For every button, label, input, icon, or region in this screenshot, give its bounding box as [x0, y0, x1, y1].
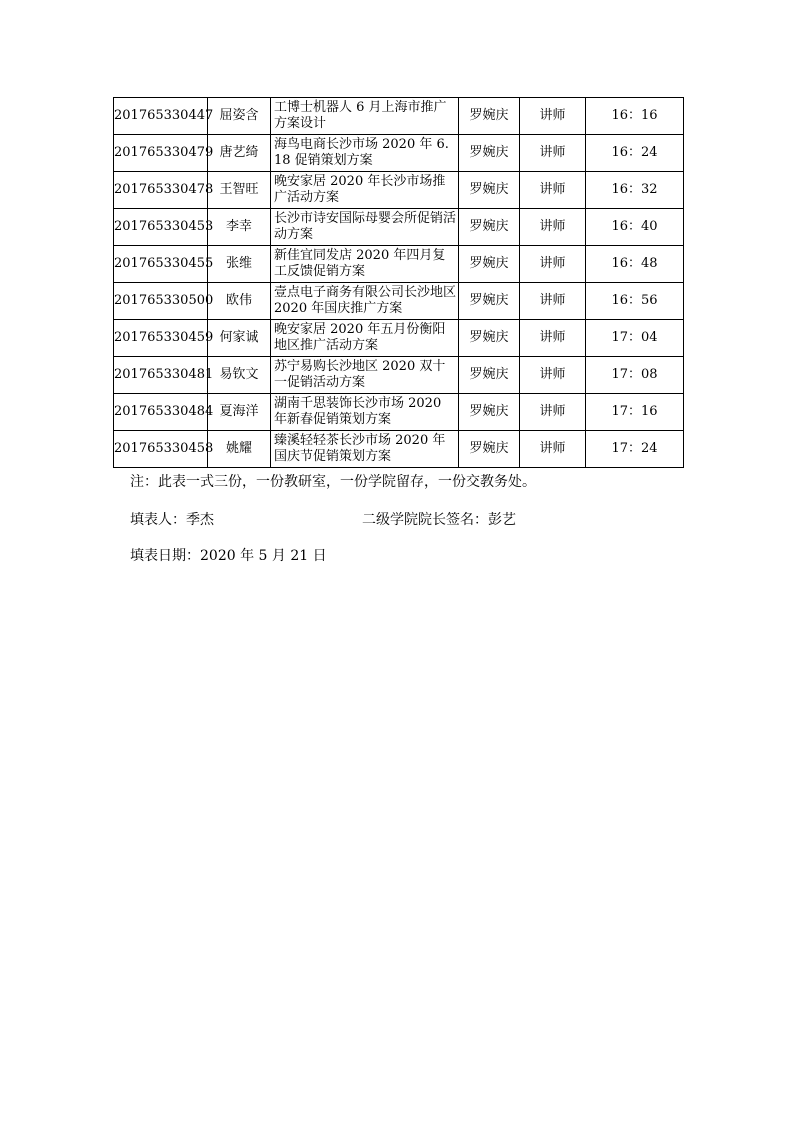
advisor-cell: 罗婉庆 [459, 320, 520, 357]
topic-cell: 晚安家居 2020 年五月份衡阳地区推广活动方案 [271, 320, 459, 357]
time-cell: 16：32 [586, 172, 684, 209]
table-row [114, 209, 684, 246]
student-name-cell: 李幸 [208, 209, 271, 246]
advisor-title-cell: 讲师 [520, 98, 586, 135]
student-id-cell: 201765330458 [114, 431, 208, 468]
student-id-cell: 201765330481 [114, 357, 208, 394]
advisor-title-cell: 讲师 [520, 209, 586, 246]
student-id-cell: 201765330447 [114, 98, 208, 135]
advisor-title-cell: 讲师 [520, 320, 586, 357]
advisor-cell: 罗婉庆 [459, 209, 520, 246]
advisor-cell: 罗婉庆 [459, 98, 520, 135]
advisor-title-cell: 讲师 [520, 135, 586, 172]
table-row [114, 394, 684, 431]
fill-date-line: 填表日期：2020 年 5 月 21 日 [130, 548, 327, 564]
advisor-cell: 罗婉庆 [459, 431, 520, 468]
table-row [114, 431, 684, 468]
time-cell: 16：40 [586, 209, 684, 246]
table-row [114, 172, 684, 209]
topic-cell: 新佳宜同发店 2020 年四月复工反馈促销方案 [271, 246, 459, 283]
student-id-cell: 201765330455 [114, 246, 208, 283]
time-cell: 16：48 [586, 246, 684, 283]
topic-cell: 苏宁易购长沙地区 2020 双十一促销活动方案 [271, 357, 459, 394]
table-row [114, 135, 684, 172]
time-cell: 17：08 [586, 357, 684, 394]
table-body [114, 98, 684, 468]
topic-cell: 湖南千思装饰长沙市场 2020 年新春促销策划方案 [271, 394, 459, 431]
student-name-cell: 夏海洋 [208, 394, 271, 431]
student-name-cell: 唐艺绮 [208, 135, 271, 172]
student-name-cell: 屈姿含 [208, 98, 271, 135]
dean-signature-line: 二级学院院长签名：彭艺 [362, 512, 516, 528]
topic-cell: 臻溪轻轻茶长沙市场 2020 年国庆节促销策划方案 [271, 431, 459, 468]
table-row [114, 320, 684, 357]
time-cell: 16：24 [586, 135, 684, 172]
time-cell: 16：16 [586, 98, 684, 135]
topic-cell: 晚安家居 2020 年长沙市场推广活动方案 [271, 172, 459, 209]
topic-cell: 长沙市诗安国际母婴会所促销活动方案 [271, 209, 459, 246]
defense-schedule-table [113, 97, 684, 468]
table-row [114, 98, 684, 135]
table-row [114, 246, 684, 283]
student-name-cell: 易钦文 [208, 357, 271, 394]
advisor-cell: 罗婉庆 [459, 394, 520, 431]
student-id-cell: 201765330478 [114, 172, 208, 209]
student-name-cell: 何家诚 [208, 320, 271, 357]
time-cell: 17：24 [586, 431, 684, 468]
advisor-cell: 罗婉庆 [459, 135, 520, 172]
advisor-title-cell: 讲师 [520, 394, 586, 431]
advisor-cell: 罗婉庆 [459, 357, 520, 394]
form-filler-line: 填表人：季杰 [130, 512, 214, 528]
topic-cell: 壹点电子商务有限公司长沙地区 2020 年国庆推广方案 [271, 283, 459, 320]
table-row [114, 283, 684, 320]
student-name-cell: 欧伟 [208, 283, 271, 320]
student-id-cell: 201765330484 [114, 394, 208, 431]
topic-cell: 海鸟电商长沙市场 2020 年 6.18 促销策划方案 [271, 135, 459, 172]
advisor-title-cell: 讲师 [520, 357, 586, 394]
advisor-title-cell: 讲师 [520, 431, 586, 468]
student-name-cell: 张维 [208, 246, 271, 283]
student-id-cell: 201765330453 [114, 209, 208, 246]
advisor-title-cell: 讲师 [520, 172, 586, 209]
student-id-cell: 201765330459 [114, 320, 208, 357]
student-name-cell: 王智旺 [208, 172, 271, 209]
time-cell: 17：16 [586, 394, 684, 431]
student-name-cell: 姚耀 [208, 431, 271, 468]
time-cell: 16：56 [586, 283, 684, 320]
table-row [114, 357, 684, 394]
advisor-title-cell: 讲师 [520, 246, 586, 283]
advisor-cell: 罗婉庆 [459, 172, 520, 209]
time-cell: 17：04 [586, 320, 684, 357]
advisor-cell: 罗婉庆 [459, 246, 520, 283]
advisor-title-cell: 讲师 [520, 283, 586, 320]
advisor-cell: 罗婉庆 [459, 283, 520, 320]
distribution-note: 注：此表一式三份，一份教研室，一份学院留存，一份交教务处。 [130, 474, 536, 490]
student-id-cell: 201765330500 [114, 283, 208, 320]
student-id-cell: 201765330479 [114, 135, 208, 172]
topic-cell: 工博士机器人 6 月上海市推广方案设计 [271, 98, 459, 135]
